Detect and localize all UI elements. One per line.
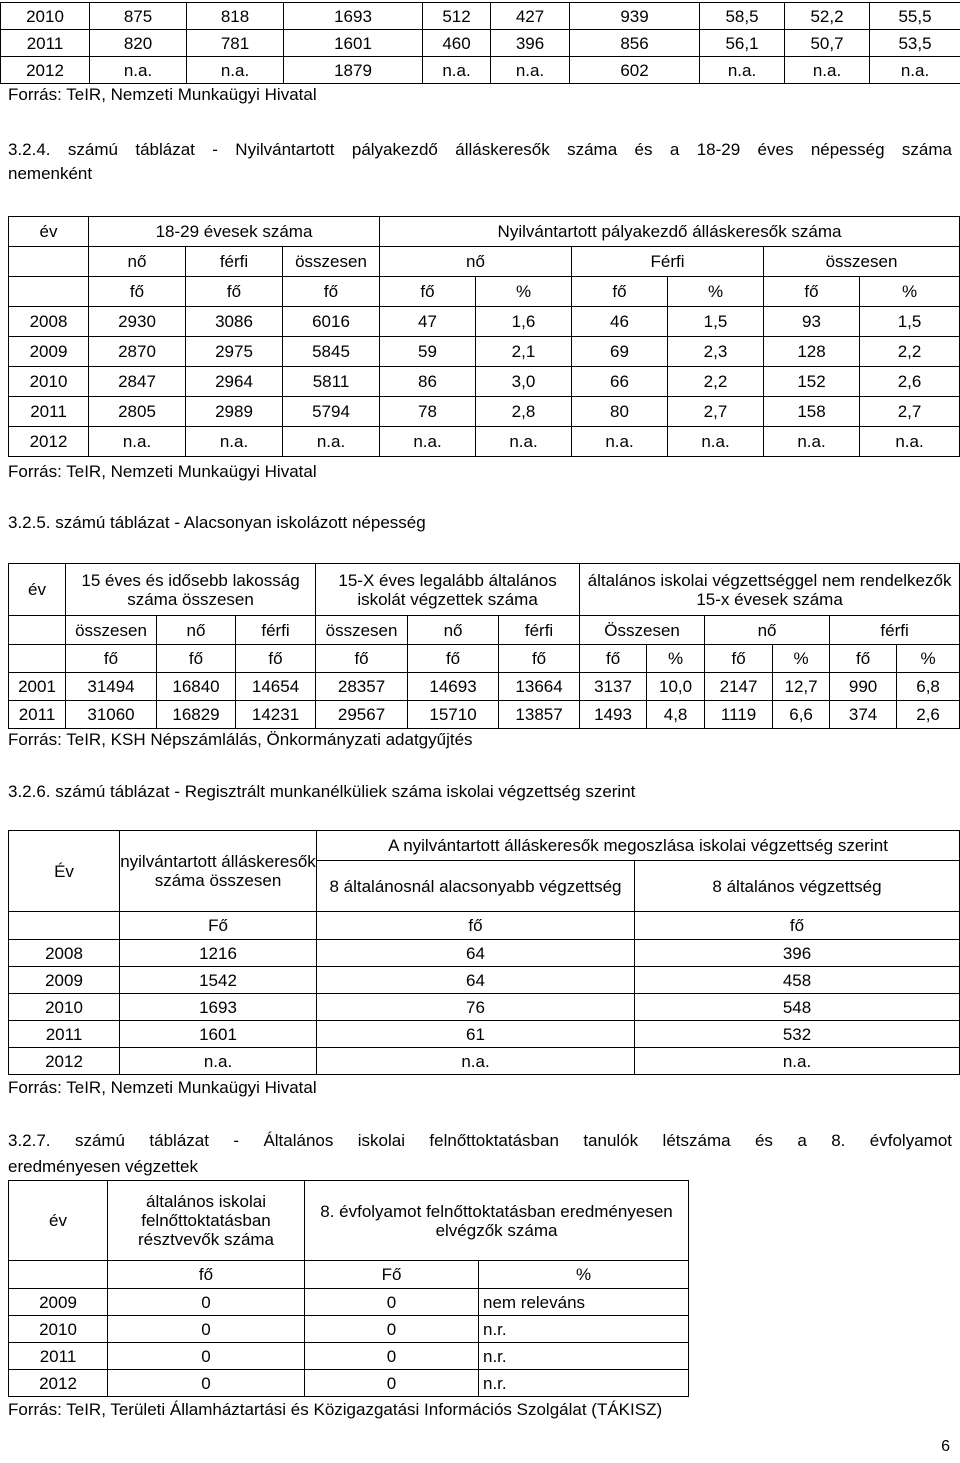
header-unit: fő	[157, 645, 236, 673]
table-cell: 78	[380, 397, 476, 427]
table-cell: 939	[570, 3, 700, 30]
table-cell: 46	[572, 307, 668, 337]
header-unit: %	[668, 277, 764, 307]
table-cell: n.a.	[317, 1048, 635, 1075]
header-subcolumn: összesen	[66, 616, 157, 645]
table-cell: n.a.	[700, 57, 785, 84]
table-row	[9, 1370, 689, 1397]
table-cell: 427	[491, 3, 570, 30]
table-cell: n.a.	[423, 57, 491, 84]
row-year: 2011	[9, 1021, 120, 1048]
header-unit: fő	[186, 277, 283, 307]
table-cell: 16829	[157, 701, 236, 729]
table-cell: 15710	[408, 701, 499, 729]
header-empty	[9, 912, 120, 940]
table-cell: 28357	[316, 673, 408, 701]
header-unit: %	[647, 645, 705, 673]
table-cell: 2,7	[668, 397, 764, 427]
table-caption-continued: eredményesen végzettek	[8, 1157, 198, 1176]
table-cell: 0	[305, 1289, 479, 1316]
table-cell: nem releváns	[479, 1289, 689, 1316]
table-cell: 59	[380, 337, 476, 367]
table-caption: 3.2.6. számú táblázat - Regisztrált munkanélküliek száma iskolai végzettség szerint	[8, 782, 636, 801]
table-cell: 31060	[66, 701, 157, 729]
header-year: év	[9, 217, 89, 247]
table-cell: 128	[764, 337, 860, 367]
header-no-primary: általános iskolai végzettséggel nem rendelkezők 15-x évesek száma	[580, 564, 960, 616]
table-cell: 0	[305, 1370, 479, 1397]
table-cell: 0	[108, 1370, 305, 1397]
table-header	[9, 217, 960, 307]
header-unit: Fő	[120, 912, 317, 940]
header-subcolumn: férfi	[830, 616, 960, 645]
header-year: Év	[9, 831, 120, 912]
table-cell: 1542	[120, 967, 317, 994]
header-unit: fő	[108, 1261, 305, 1289]
table-cell: n.a.	[764, 427, 860, 457]
table-body	[9, 1289, 689, 1397]
row-year: 2012	[1, 57, 90, 84]
table-cell: 2,7	[860, 397, 960, 427]
table-cell: 0	[108, 1289, 305, 1316]
source-note: Forrás: TeIR, Nemzeti Munkaügyi Hivatal	[8, 1078, 317, 1097]
row-year: 2009	[9, 967, 120, 994]
table-low-education	[8, 563, 960, 729]
table-cell: 50,7	[785, 30, 870, 57]
table-row	[9, 940, 960, 967]
table-cell: 2805	[89, 397, 186, 427]
table-row	[9, 367, 960, 397]
row-year: 2010	[9, 994, 120, 1021]
table-career-starters	[8, 216, 960, 457]
table-row	[1, 30, 960, 57]
table-body	[9, 673, 960, 729]
table-cell: 875	[90, 3, 187, 30]
source-note: Forrás: TeIR, Nemzeti Munkaügyi Hivatal	[8, 85, 317, 104]
table-cell: 64	[317, 940, 635, 967]
table-cell: 2870	[89, 337, 186, 367]
header-subcolumn: nő	[89, 247, 186, 277]
row-year: 2011	[1, 30, 90, 57]
table-cell: 0	[305, 1343, 479, 1370]
table-body	[9, 940, 960, 1075]
header-unit: fő	[283, 277, 380, 307]
table-body	[1, 3, 960, 84]
table-cell: n.a.	[870, 57, 960, 84]
table-cell: 3,0	[476, 367, 572, 397]
table-cell: 548	[635, 994, 960, 1021]
header-subcolumn: nő	[380, 247, 572, 277]
table-row	[9, 1343, 689, 1370]
table-cell: 86	[380, 367, 476, 397]
row-year: 2010	[9, 367, 89, 397]
header-unit: fő	[764, 277, 860, 307]
table-cell: n.a.	[120, 1048, 317, 1075]
table-cell: 56,1	[700, 30, 785, 57]
table-cell: 2989	[186, 397, 283, 427]
table-row	[9, 967, 960, 994]
header-subcolumn: Férfi	[572, 247, 764, 277]
row-year: 2011	[9, 1343, 108, 1370]
table-caption: 3.2.4. számú táblázat - Nyilvántartott pályakezdő álláskeresők száma és a 18-29 éves népesség száma	[8, 140, 952, 159]
header-population-15-plus: 15 éves és idősebb lakosság száma összesen	[66, 564, 316, 616]
table-cell: 2847	[89, 367, 186, 397]
header-unit: fő	[66, 645, 157, 673]
table-header	[9, 1181, 689, 1289]
table-cell: 69	[572, 337, 668, 367]
table-row	[1, 3, 960, 30]
header-subcolumn: nő	[157, 616, 236, 645]
table-cell: 0	[108, 1343, 305, 1370]
page-number: 6	[941, 1438, 950, 1455]
header-subcolumn: férfi	[186, 247, 283, 277]
header-empty	[9, 277, 89, 307]
header-unit: Fő	[305, 1261, 479, 1289]
header-unit: fő	[705, 645, 773, 673]
header-subcolumn: nő	[705, 616, 830, 645]
header-subcolumn: Összesen	[580, 616, 705, 645]
table-cell: n.a.	[380, 427, 476, 457]
table-row	[9, 397, 960, 427]
table-cell: 1119	[705, 701, 773, 729]
table-cell: 13664	[499, 673, 580, 701]
table-cell: 2,6	[860, 367, 960, 397]
table-cell: n.a.	[860, 427, 960, 457]
table-cell: 2,3	[668, 337, 764, 367]
header-subcolumn: összesen	[283, 247, 380, 277]
table-row	[9, 427, 960, 457]
table-cell: 396	[635, 940, 960, 967]
table-cell: 66	[572, 367, 668, 397]
table-cell: 602	[570, 57, 700, 84]
header-subcolumn: összesen	[764, 247, 960, 277]
row-year: 2009	[9, 337, 89, 367]
header-subcolumn: összesen	[316, 616, 408, 645]
table-cell: 3137	[580, 673, 647, 701]
header-subcolumn: férfi	[499, 616, 580, 645]
header-year: év	[9, 564, 66, 616]
table-cell: 818	[187, 3, 284, 30]
table-cell: 152	[764, 367, 860, 397]
header-career-starters: Nyilvántartott pályakezdő álláskeresők száma	[380, 217, 960, 247]
table-cell: n.r.	[479, 1343, 689, 1370]
table-cell: 2,8	[476, 397, 572, 427]
table-cell: n.a.	[785, 57, 870, 84]
row-year: 2012	[9, 1370, 108, 1397]
table-body	[9, 307, 960, 457]
header-unit: fő	[635, 912, 960, 940]
table-cell: 14231	[236, 701, 316, 729]
header-empty	[9, 645, 66, 673]
table-cell: 460	[423, 30, 491, 57]
table-row	[9, 1316, 689, 1343]
table-header	[9, 831, 960, 940]
table-cell: 14654	[236, 673, 316, 701]
table-cell: 1693	[120, 994, 317, 1021]
header-participants: általános iskolai felnőttoktatásban résztvevők száma	[108, 1181, 305, 1261]
header-subcolumn: férfi	[236, 616, 316, 645]
header-subcolumn: 8 általános végzettség	[635, 861, 960, 912]
table-cell: 76	[317, 994, 635, 1021]
table-cell: 6016	[283, 307, 380, 337]
table-cell: n.r.	[479, 1370, 689, 1397]
table-cell: 1879	[284, 57, 423, 84]
header-year: év	[9, 1181, 108, 1261]
table-header	[9, 564, 960, 673]
table-cell: 158	[764, 397, 860, 427]
table-cell: 4,8	[647, 701, 705, 729]
table-cell: n.a.	[476, 427, 572, 457]
header-unit: fő	[316, 645, 408, 673]
header-distribution: A nyilvántartott álláskeresők megoszlása iskolai végzettség szerint	[317, 831, 960, 861]
header-unit: fő	[408, 645, 499, 673]
row-year: 2009	[9, 1289, 108, 1316]
table-unemployed-education	[8, 830, 960, 1075]
header-unit: fő	[317, 912, 635, 940]
header-unit: %	[479, 1261, 689, 1289]
header-primary-completed: 15-X éves legalább általános iskolát végzettek száma	[316, 564, 580, 616]
table-row	[9, 701, 960, 729]
header-unit: fő	[89, 277, 186, 307]
table-row	[9, 307, 960, 337]
table-cell: 1493	[580, 701, 647, 729]
table-caption-continued: nemenként	[8, 164, 93, 183]
table-cell: 61	[317, 1021, 635, 1048]
table-cell: 990	[830, 673, 897, 701]
table-cell: 532	[635, 1021, 960, 1048]
table-caption: 3.2.5. számú táblázat - Alacsonyan iskolázott népesség	[8, 513, 426, 532]
table-cell: 0	[305, 1316, 479, 1343]
table-row	[9, 994, 960, 1021]
source-note: Forrás: TeIR, KSH Népszámlálás, Önkormányzati adatgyűjtés	[8, 730, 473, 749]
header-empty	[9, 1261, 108, 1289]
header-registered-total: nyilvántartott álláskeresők száma összesen	[120, 831, 317, 912]
table-cell: 374	[830, 701, 897, 729]
table-cell: 820	[90, 30, 187, 57]
table-cell: 3086	[186, 307, 283, 337]
table-cell: 29567	[316, 701, 408, 729]
header-unit: %	[773, 645, 830, 673]
table-cell: n.a.	[187, 57, 284, 84]
table-cell: 55,5	[870, 3, 960, 30]
table-cell: 0	[108, 1316, 305, 1343]
header-subcolumn: nő	[408, 616, 499, 645]
table-cell: 93	[764, 307, 860, 337]
table-row	[9, 1289, 689, 1316]
table-cell: n.r.	[479, 1316, 689, 1343]
table-cell: n.a.	[572, 427, 668, 457]
header-subcolumn: 8 általánosnál alacsonyabb végzettség	[317, 861, 635, 912]
table-cell: 13857	[499, 701, 580, 729]
row-year: 2008	[9, 940, 120, 967]
header-unit: %	[897, 645, 960, 673]
table-cell: 1216	[120, 940, 317, 967]
table-cell: 2,2	[860, 337, 960, 367]
table-cell: 1601	[284, 30, 423, 57]
row-year: 2001	[9, 673, 66, 701]
table-row	[9, 1048, 960, 1075]
header-unit: fő	[499, 645, 580, 673]
header-unit: fő	[380, 277, 476, 307]
table-cell: 14693	[408, 673, 499, 701]
table-cell: 5845	[283, 337, 380, 367]
table-cell: n.a.	[635, 1048, 960, 1075]
header-unit: %	[476, 277, 572, 307]
table-caption: 3.2.7. számú táblázat - Általános iskolai felnőttoktatásban tanulók létszáma és a 8. évfolyamot	[8, 1131, 952, 1150]
table-cell: 64	[317, 967, 635, 994]
table-cell: n.a.	[668, 427, 764, 457]
table-cell: 1,6	[476, 307, 572, 337]
table-cell: n.a.	[186, 427, 283, 457]
table-row	[9, 337, 960, 367]
table-cell: 10,0	[647, 673, 705, 701]
table-row	[9, 1021, 960, 1048]
table-cell: 512	[423, 3, 491, 30]
table-cell: 80	[572, 397, 668, 427]
table-cell: 5794	[283, 397, 380, 427]
header-empty	[9, 616, 66, 645]
table-cell: 2,6	[897, 701, 960, 729]
table-cell: 1601	[120, 1021, 317, 1048]
table-cell: n.a.	[283, 427, 380, 457]
table-cell: 1,5	[860, 307, 960, 337]
table-cell: 31494	[66, 673, 157, 701]
table-adult-education	[8, 1180, 689, 1397]
header-unit: fő	[830, 645, 897, 673]
table-row	[9, 673, 960, 701]
table-cell: 2964	[186, 367, 283, 397]
table-cell: 16840	[157, 673, 236, 701]
table-cell: n.a.	[89, 427, 186, 457]
row-year: 2012	[9, 427, 89, 457]
table-cell: 58,5	[700, 3, 785, 30]
source-note: Forrás: TeIR, Nemzeti Munkaügyi Hivatal	[8, 462, 317, 481]
table-cell: 856	[570, 30, 700, 57]
table-continuation	[0, 2, 960, 84]
header-unit: fő	[580, 645, 647, 673]
table-cell: 1693	[284, 3, 423, 30]
table-cell: 396	[491, 30, 570, 57]
table-cell: 52,2	[785, 3, 870, 30]
table-row	[1, 57, 960, 84]
header-unit: %	[860, 277, 960, 307]
header-completed-8th: 8. évfolyamot felnőttoktatásban eredményesen elvégzők száma	[305, 1181, 689, 1261]
header-population-18-29: 18-29 évesek száma	[89, 217, 380, 247]
table-cell: 2975	[186, 337, 283, 367]
table-cell: 47	[380, 307, 476, 337]
row-year: 2010	[1, 3, 90, 30]
table-cell: 458	[635, 967, 960, 994]
table-cell: 6,6	[773, 701, 830, 729]
table-cell: n.a.	[491, 57, 570, 84]
header-unit: fő	[572, 277, 668, 307]
table-cell: 781	[187, 30, 284, 57]
header-unit: fő	[236, 645, 316, 673]
row-year: 2008	[9, 307, 89, 337]
table-cell: 5811	[283, 367, 380, 397]
table-cell: 2930	[89, 307, 186, 337]
table-cell: 2,1	[476, 337, 572, 367]
table-cell: 53,5	[870, 30, 960, 57]
row-year: 2010	[9, 1316, 108, 1343]
table-cell: 12,7	[773, 673, 830, 701]
header-empty	[9, 247, 89, 277]
table-cell: 2,2	[668, 367, 764, 397]
row-year: 2011	[9, 397, 89, 427]
table-cell: n.a.	[90, 57, 187, 84]
row-year: 2011	[9, 701, 66, 729]
table-cell: 1,5	[668, 307, 764, 337]
table-cell: 6,8	[897, 673, 960, 701]
source-note: Forrás: TeIR, Területi Államháztartási és Közigazgatási Információs Szolgálat (TÁKISZ)	[8, 1400, 663, 1419]
table-cell: 2147	[705, 673, 773, 701]
row-year: 2012	[9, 1048, 120, 1075]
